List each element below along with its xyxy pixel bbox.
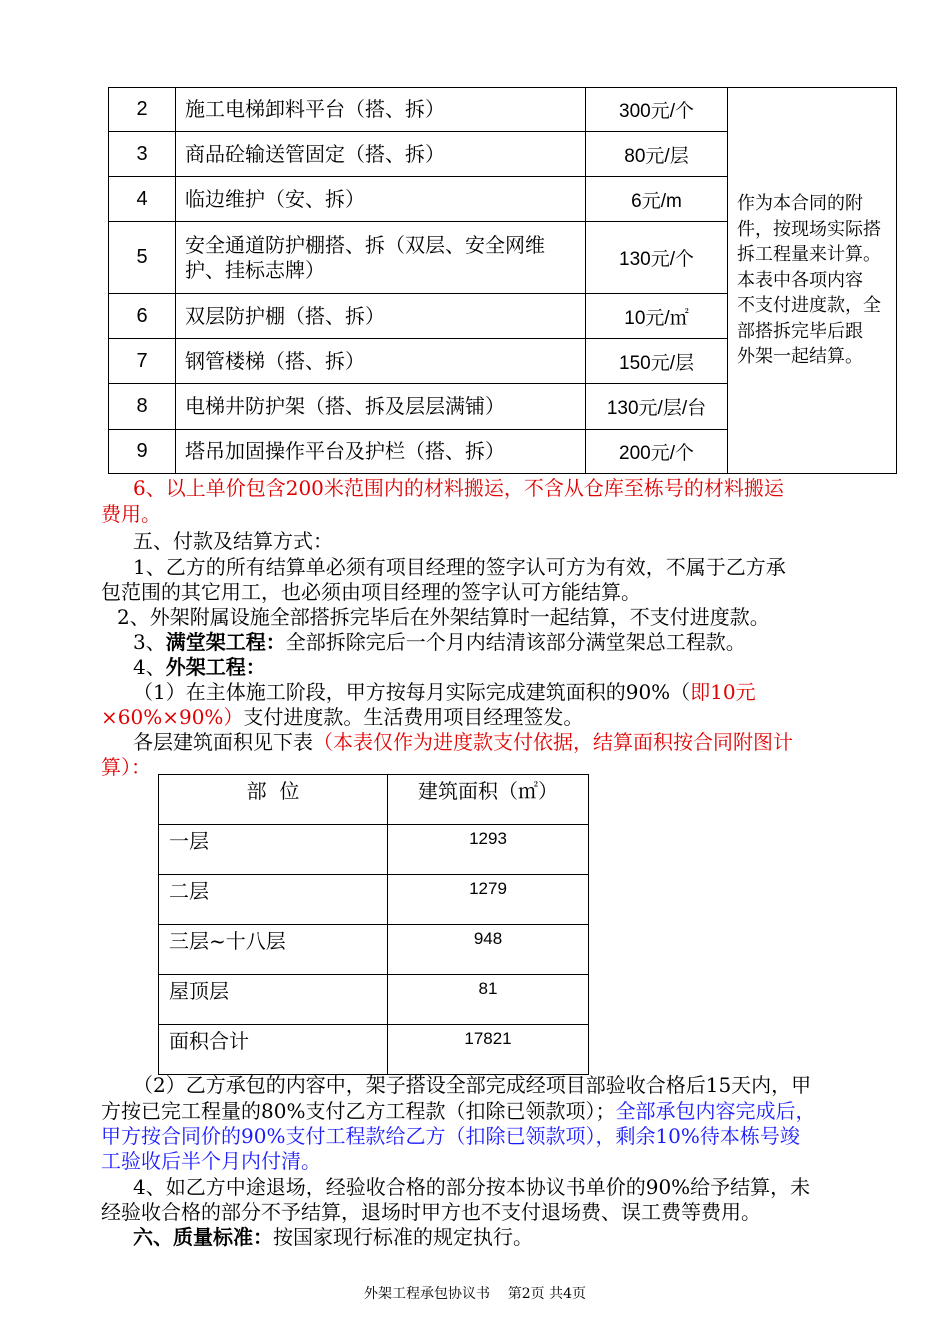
row-item: 双层防护棚（搭、拆） xyxy=(176,294,586,339)
row-number: 4 xyxy=(109,177,176,222)
clause-5-4-2-line4: 工验收后半个月内付清。 xyxy=(101,1149,321,1173)
table-row xyxy=(159,975,589,1025)
row-number: 5 xyxy=(109,222,176,294)
table-row xyxy=(159,875,589,925)
section-5-title: 五、付款及结算方式： xyxy=(133,529,333,553)
row-price: 130元/层/台 xyxy=(586,384,728,430)
row-number: 8 xyxy=(109,384,176,430)
row-price: 80元/层 xyxy=(586,132,728,177)
table-row xyxy=(159,825,589,875)
header-position: 部 位 xyxy=(159,775,388,825)
page-footer: 外架工程承包协议书 第2页 共4页 xyxy=(363,1286,587,1302)
row-item: 临边维护（安、拆） xyxy=(176,177,586,222)
floor-area: 1293 xyxy=(388,825,589,875)
row-number: 7 xyxy=(109,339,176,384)
clause-withdrawal-line1: 4、如乙方中途退场，经验收合格的部分按本协议书单价的90%给予结算，未 xyxy=(133,1175,811,1199)
row-price: 150元/层 xyxy=(586,339,728,384)
floor-label: 面积合计 xyxy=(159,1025,388,1075)
row-price: 200元/个 xyxy=(586,430,728,474)
clause-5-4-2-line1: （2）乙方承包的内容中，架子搭设全部完成经项目部验收合格后15天内，甲 xyxy=(133,1073,812,1097)
row-item: 安全通道防护棚搭、拆（双层、安全网维 护、挂标志牌） xyxy=(176,222,586,294)
row-item: 商品砼输送管固定（搭、拆） xyxy=(176,132,586,177)
clause-5-3: 3、满堂架工程：全部拆除完后一个月内结清该部分满堂架总工程款。 xyxy=(133,630,746,654)
floor-area: 81 xyxy=(388,975,589,1025)
floor-label: 三层~十八层 xyxy=(159,925,388,975)
clause-5-4-1-line1: （1）在主体施工阶段，甲方按每月实际完成建筑面积的90%（即10元 xyxy=(133,680,756,704)
row-price: 10元/㎡ xyxy=(586,294,728,339)
clause-5-1-line2: 包范围的其它用工，也必须由项目经理的签字认可方能结算。 xyxy=(101,580,641,604)
table-note: 作为本合同的附 件，按现场实际搭 拆工程量来计算。 本表中各项内容 不支付进度款，全 部搭拆完毕后跟 外架一起结算。 xyxy=(728,88,897,474)
clause-5-1-line1: 1、乙方的所有结算单必须有项目经理的签字认可方为有效，不属于乙方承 xyxy=(133,555,786,579)
clause-5-2: 2、外架附属设施全部搭拆完毕后在外架结算时一起结算，不支付进度款。 xyxy=(117,605,770,629)
clause-5-4-1-line2: ×60%×90%）支付进度款。生活费用项目经理签发。 xyxy=(101,705,584,729)
table-header-row xyxy=(159,775,589,825)
row-item: 钢管楼梯（搭、拆） xyxy=(176,339,586,384)
clause-5-4-2-line2: 方按已完工程量的80%支付乙方工程款（扣除已领款项）；全部承包内容完成后， xyxy=(101,1099,816,1123)
clause-5-4: 4、外架工程： xyxy=(133,655,266,679)
floor-area: 948 xyxy=(388,925,589,975)
clause-6-line2: 费用。 xyxy=(101,502,161,526)
area-intro-line1: 各层建筑面积见下表（本表仅作为进度款支付依据，结算面积按合同附图计 xyxy=(133,730,793,754)
clause-6-line1: 6、以上单价包含200米范围内的材料搬运，不含从仓库至栋号的材料搬运 xyxy=(133,476,784,500)
floor-label: 一层 xyxy=(159,825,388,875)
row-number: 2 xyxy=(109,88,176,132)
floor-label: 二层 xyxy=(159,875,388,925)
row-number: 3 xyxy=(109,132,176,177)
row-price: 130元/个 xyxy=(586,222,728,294)
floor-label: 屋顶层 xyxy=(159,975,388,1025)
table-row xyxy=(159,1025,589,1075)
row-number: 6 xyxy=(109,294,176,339)
row-item: 塔吊加固操作平台及护栏（搭、拆） xyxy=(176,430,586,474)
table-row xyxy=(109,88,897,132)
floor-area: 1279 xyxy=(388,875,589,925)
area-table xyxy=(158,774,589,1075)
area-intro-line2: 算）： xyxy=(101,755,151,779)
row-item: 电梯井防护架（搭、拆及层层满铺） xyxy=(176,384,586,430)
table-row xyxy=(159,925,589,975)
price-table xyxy=(108,87,897,474)
header-area: 建筑面积（㎡） xyxy=(388,775,589,825)
floor-area: 17821 xyxy=(388,1025,589,1075)
section-6: 六、质量标准：按国家现行标准的规定执行。 xyxy=(133,1225,533,1249)
clause-withdrawal-line2: 经验收合格的部分不予结算，退场时甲方也不支付退场费、误工费等费用。 xyxy=(101,1200,761,1224)
row-number: 9 xyxy=(109,430,176,474)
row-price: 300元/个 xyxy=(586,88,728,132)
row-price: 6元/m xyxy=(586,177,728,222)
row-item: 施工电梯卸料平台（搭、拆） xyxy=(176,88,586,132)
clause-5-4-2-line3: 甲方按合同价的90%支付工程款给乙方（扣除已领款项），剩余10%待本栋号竣 xyxy=(101,1124,800,1148)
